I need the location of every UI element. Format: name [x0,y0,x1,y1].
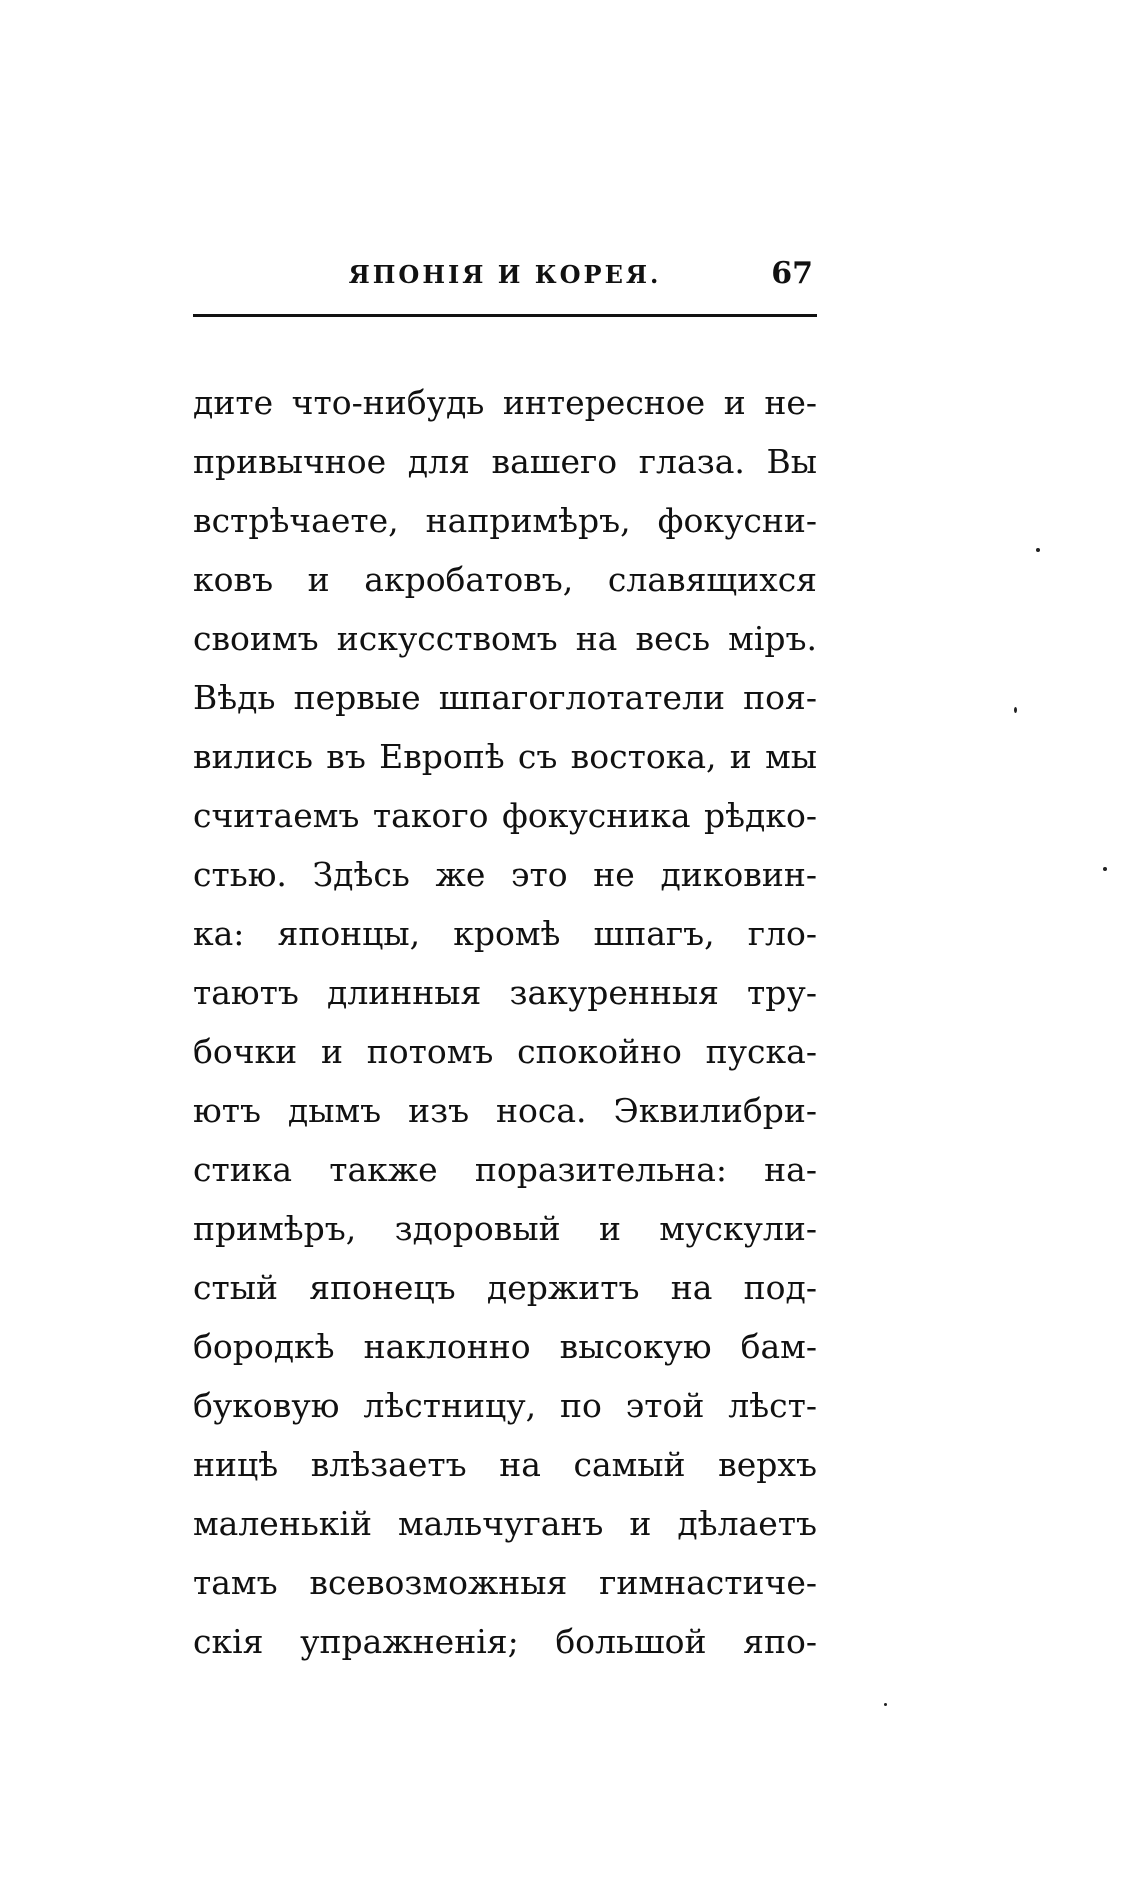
body-text [193,373,817,1671]
text-line: скія упражненія; большой япо- [193,1622,817,1661]
text-line: Вѣдь первые шпагоглотатели поя- [193,678,817,717]
text-line: маленькій мальчуганъ и дѣлаетъ [193,1504,817,1543]
text-line: ницѣ влѣзаетъ на самый верхъ [193,1445,817,1484]
text-line: тамъ всевозможныя гимнастиче- [193,1563,817,1602]
text-line: дите что-нибудь интересное и не- [193,383,817,422]
page-number: 67 [771,256,813,291]
text-line: ковъ и акробатовъ, славящихся [193,560,817,599]
text-line: встрѣчаете, напримѣръ, фокусни- [193,501,817,540]
running-title: ЯПОНІЯ И КОРЕЯ. [348,260,662,289]
text-line: считаемъ такого фокусника рѣдко- [193,796,817,835]
header-rule [193,314,817,317]
text-line: стика также поразительна: на- [193,1150,817,1189]
text-line: вились въ Европѣ съ востока, и мы [193,737,817,776]
margin-speck [1036,548,1040,552]
margin-speck [884,1703,887,1706]
text-line: бородкѣ наклонно высокую бам- [193,1327,817,1366]
text-line: стый японецъ держитъ на под- [193,1268,817,1307]
margin-speck [1014,707,1017,713]
text-line: своимъ искусствомъ на весь міръ. [193,619,817,658]
text-line: бочки и потомъ спокойно пуска- [193,1032,817,1071]
text-line: буковую лѣстницу, по этой лѣст- [193,1386,817,1425]
text-line: ка: японцы, кромѣ шпагъ, гло- [193,914,817,953]
text-line: стью. Здѣсь же это не диковин- [193,855,817,894]
running-head [193,252,817,296]
text-line: примѣръ, здоровый и мускули- [193,1209,817,1248]
margin-speck [1103,867,1107,871]
text-line: ютъ дымъ изъ носа. Эквилибри- [193,1091,817,1130]
text-line: таютъ длинныя закуренныя тру- [193,973,817,1012]
text-line: привычное для вашего глаза. Вы [193,442,817,481]
